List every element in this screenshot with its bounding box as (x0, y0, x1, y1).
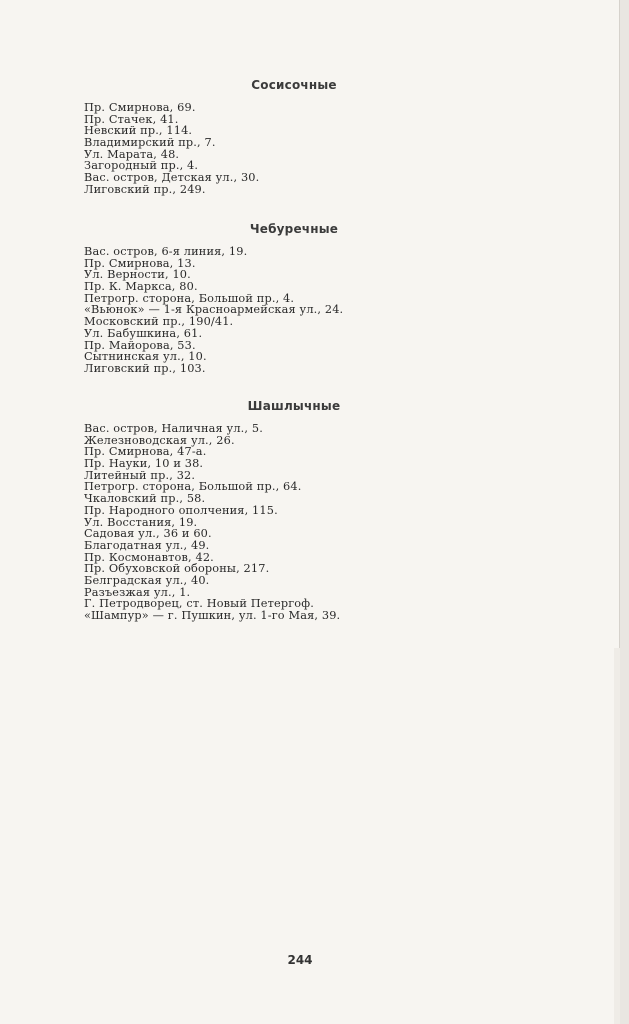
list-item: Вас. остров, Наличная ул., 5. (84, 422, 263, 435)
list-item: Лиговский пр., 249. (84, 182, 206, 196)
list-item: Ул. Восстания, 19. (84, 515, 198, 529)
list-item: Владимирский пр., 7. (84, 136, 216, 150)
list-item: Чкаловский пр., 58. (84, 492, 206, 506)
list-item: Литейный пр., 32. (84, 468, 196, 482)
list-item: Пр. Смирнова, 69. (84, 101, 196, 114)
list-item: Петрогр. сторона, Большой пр., 64. (84, 480, 302, 494)
list-item: Пр. Смирнова, 13. (84, 256, 196, 270)
list-item: Садовая ул., 36 и 60. (84, 527, 212, 541)
section-cheburechnye (84, 221, 504, 375)
list-item: Пр. Стачек, 41. (84, 112, 179, 126)
address-list (84, 423, 504, 622)
list-item: Железноводская ул., 26. (84, 433, 235, 447)
section-heading: Шашлычные (247, 399, 341, 413)
list-item: Пр. К. Маркса, 80. (84, 280, 198, 294)
section-shashlychnye (84, 398, 504, 622)
list-item: Невский пр., 114. (84, 124, 193, 138)
section-sosisochnye (84, 77, 504, 196)
list-item: Ул. Верности, 10. (84, 268, 191, 282)
list-item: Пр. Космонавтов, 42. (84, 550, 214, 564)
page-edge-shadow (614, 648, 620, 1024)
list-item: Пр. Обуховской обороны, 217. (84, 562, 270, 576)
list-item: Лиговский пр., 103. (84, 361, 206, 375)
list-item: «Вьюнок» — 1-я Красноармейская ул., 24. (84, 303, 344, 317)
list-item: Благодатная ул., 49. (84, 538, 210, 552)
list-item: Ул. Марата, 48. (84, 147, 180, 161)
list-item: Ул. Бабушкина, 61. (84, 326, 203, 340)
list-item: Сытнинская ул., 10. (84, 350, 207, 364)
list-item: Вас. остров, Детская ул., 30. (84, 171, 260, 185)
list-item: Пр. Майорова, 53. (84, 338, 196, 352)
list-item: Г. Петродворец, ст. Новый Петергоф. (84, 597, 314, 611)
section-heading: Чебуречные (249, 222, 339, 236)
list-item: Вас. остров, 6-я линия, 19. (84, 245, 248, 258)
address-list (84, 246, 504, 375)
address-list (84, 102, 504, 196)
list-item: Московский пр., 190/41. (84, 315, 234, 329)
list-item: Петрогр. сторона, Большой пр., 4. (84, 291, 295, 305)
list-item: Разъезжая ул., 1. (84, 585, 191, 599)
page-edge (619, 0, 629, 1024)
list-item: Пр. Науки, 10 и 38. (84, 457, 204, 471)
list-item: Пр. Смирнова, 47-а. (84, 445, 207, 459)
list-item: Загородный пр., 4. (84, 159, 199, 173)
list-item: «Шампур» — г. Пушкин, ул. 1-го Мая, 39. (84, 609, 341, 622)
section-heading: Сосисочные (251, 78, 337, 92)
page-number: 244 (287, 953, 313, 967)
list-item: Пр. Народного ополчения, 115. (84, 503, 278, 517)
list-item: Белградская ул., 40. (84, 573, 210, 587)
